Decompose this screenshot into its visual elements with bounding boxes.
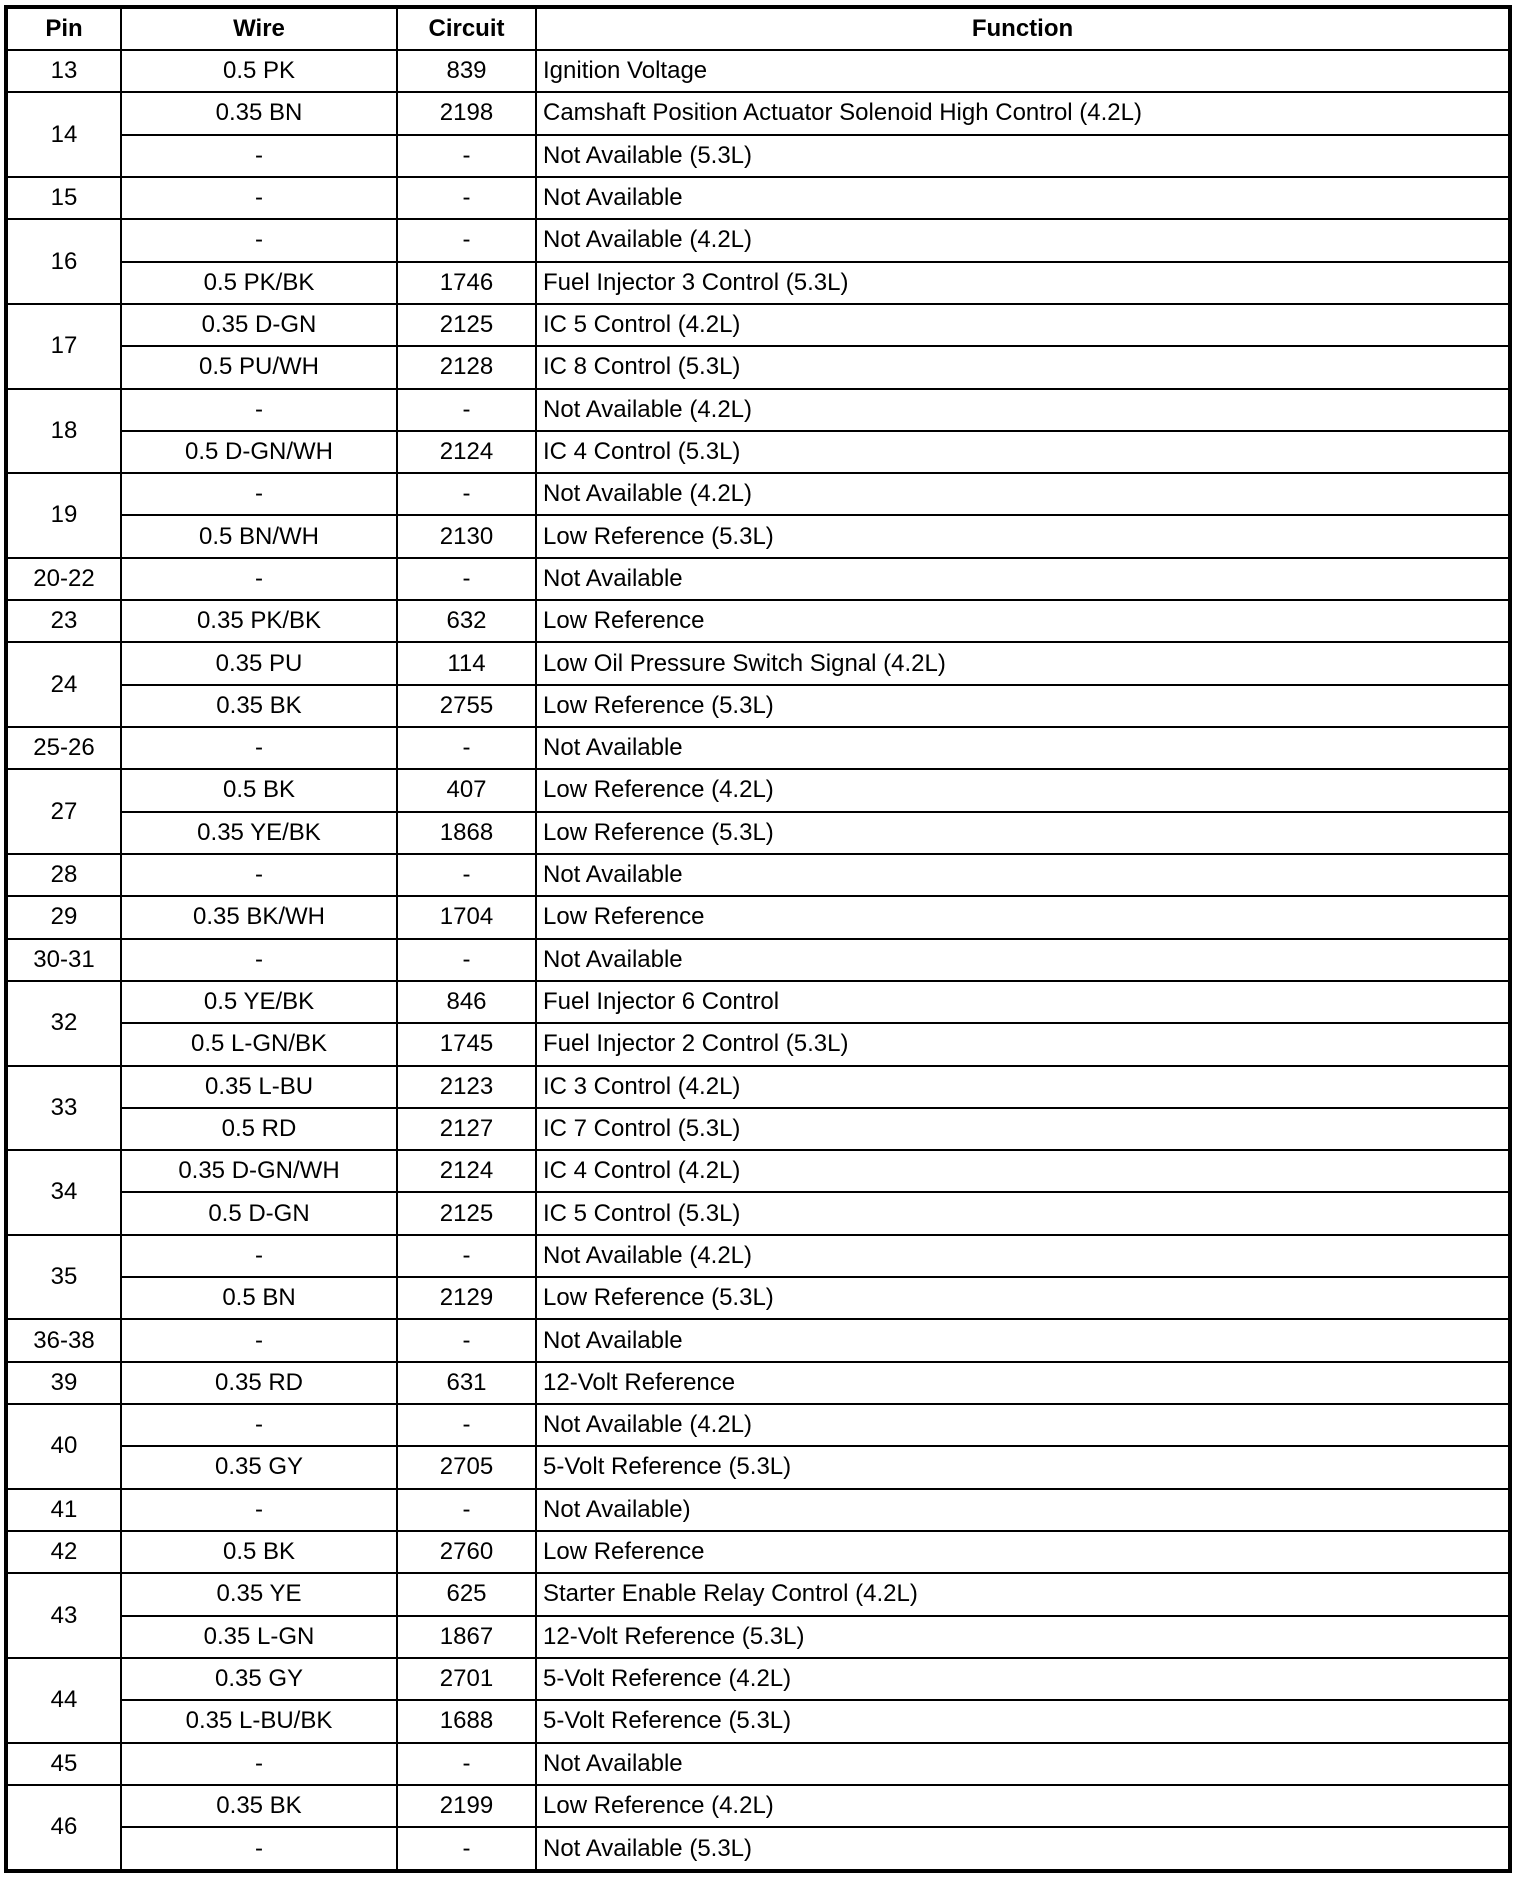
wire-cell: - (121, 727, 397, 769)
wire-cell: 0.35 D-GN/WH (121, 1150, 397, 1192)
pin-cell: 29 (6, 896, 121, 938)
circuit-cell: 2755 (397, 685, 536, 727)
function-cell: IC 7 Control (5.3L) (536, 1108, 1510, 1150)
circuit-cell: 846 (397, 981, 536, 1023)
function-cell: Not Available (4.2L) (536, 219, 1510, 261)
table-row (6, 50, 1510, 92)
circuit-cell: 2130 (397, 515, 536, 557)
pin-cell: 43 (6, 1573, 121, 1658)
wire-cell: 0.5 BN (121, 1277, 397, 1319)
circuit-cell: - (397, 135, 536, 177)
wire-cell: 0.35 BK (121, 1785, 397, 1827)
circuit-cell: - (397, 1827, 536, 1871)
function-cell: Not Available) (536, 1489, 1510, 1531)
wire-cell: 0.5 D-GN (121, 1192, 397, 1234)
table-row (6, 939, 1510, 981)
function-cell: Not Available (536, 1743, 1510, 1785)
function-cell: Not Available (4.2L) (536, 473, 1510, 515)
circuit-cell: - (397, 558, 536, 600)
wire-cell: 0.5 RD (121, 1108, 397, 1150)
pin-cell: 42 (6, 1531, 121, 1573)
pin-cell: 19 (6, 473, 121, 558)
circuit-cell: 2198 (397, 92, 536, 134)
table-row (6, 1108, 1510, 1150)
function-cell: Camshaft Position Actuator Solenoid High Control (4.2L) (536, 92, 1510, 134)
circuit-cell: 2127 (397, 1108, 536, 1150)
function-cell: Not Available (5.3L) (536, 135, 1510, 177)
table-row (6, 727, 1510, 769)
function-cell: Low Reference (536, 896, 1510, 938)
circuit-cell: 2124 (397, 431, 536, 473)
function-cell: Low Reference (5.3L) (536, 1277, 1510, 1319)
table-row (6, 1404, 1510, 1446)
circuit-cell: 625 (397, 1573, 536, 1615)
function-cell: Low Oil Pressure Switch Signal (4.2L) (536, 642, 1510, 684)
circuit-cell: - (397, 389, 536, 431)
circuit-cell: 2701 (397, 1658, 536, 1700)
table-row (6, 1700, 1510, 1742)
circuit-cell: - (397, 177, 536, 219)
circuit-cell: 631 (397, 1362, 536, 1404)
circuit-cell: - (397, 939, 536, 981)
circuit-cell: - (397, 1489, 536, 1531)
pin-cell: 41 (6, 1489, 121, 1531)
wire-cell: 0.5 BK (121, 1531, 397, 1573)
function-cell: Low Reference (5.3L) (536, 515, 1510, 557)
table-row (6, 389, 1510, 431)
circuit-cell: - (397, 1404, 536, 1446)
pin-cell: 28 (6, 854, 121, 896)
circuit-cell: 1688 (397, 1700, 536, 1742)
pin-cell: 32 (6, 981, 121, 1066)
pin-cell: 15 (6, 177, 121, 219)
wire-cell: - (121, 854, 397, 896)
wire-cell: 0.35 PU (121, 642, 397, 684)
function-cell: Fuel Injector 3 Control (5.3L) (536, 262, 1510, 304)
table-row (6, 1362, 1510, 1404)
function-cell: Fuel Injector 6 Control (536, 981, 1510, 1023)
table-row (6, 304, 1510, 346)
table-row (6, 854, 1510, 896)
pin-cell: 14 (6, 92, 121, 177)
pin-cell: 18 (6, 389, 121, 474)
circuit-cell: 2123 (397, 1066, 536, 1108)
function-cell: Not Available (5.3L) (536, 1827, 1510, 1871)
function-cell: IC 4 Control (5.3L) (536, 431, 1510, 473)
wire-cell: - (121, 473, 397, 515)
table-row (6, 177, 1510, 219)
pin-cell: 40 (6, 1404, 121, 1489)
wire-cell: 0.5 L-GN/BK (121, 1023, 397, 1065)
table-row (6, 981, 1510, 1023)
table-row (6, 1235, 1510, 1277)
function-cell: 12-Volt Reference (5.3L) (536, 1616, 1510, 1658)
function-cell: Not Available (4.2L) (536, 1404, 1510, 1446)
table-row (6, 219, 1510, 261)
circuit-cell: - (397, 727, 536, 769)
table-row (6, 1531, 1510, 1573)
table-row (6, 92, 1510, 134)
wire-cell: - (121, 177, 397, 219)
circuit-cell: 2128 (397, 346, 536, 388)
table-row (6, 558, 1510, 600)
pin-cell: 25-26 (6, 727, 121, 769)
table-row (6, 262, 1510, 304)
circuit-cell: - (397, 1319, 536, 1361)
pin-cell: 17 (6, 304, 121, 389)
function-cell: IC 5 Control (4.2L) (536, 304, 1510, 346)
pin-cell: 36-38 (6, 1319, 121, 1361)
wire-cell: 0.35 PK/BK (121, 600, 397, 642)
pinout-table (4, 5, 1512, 1873)
pin-cell: 23 (6, 600, 121, 642)
function-cell: Not Available (536, 1319, 1510, 1361)
pin-cell: 34 (6, 1150, 121, 1235)
header-pin: Pin (6, 7, 121, 50)
pin-cell: 45 (6, 1743, 121, 1785)
wire-cell: 0.35 YE (121, 1573, 397, 1615)
wire-cell: 0.5 YE/BK (121, 981, 397, 1023)
function-cell: Ignition Voltage (536, 50, 1510, 92)
function-cell: 5-Volt Reference (5.3L) (536, 1446, 1510, 1488)
table-row (6, 431, 1510, 473)
table-row (6, 1446, 1510, 1488)
table-row (6, 1573, 1510, 1615)
table-row (6, 600, 1510, 642)
wire-cell: - (121, 1404, 397, 1446)
function-cell: Starter Enable Relay Control (4.2L) (536, 1573, 1510, 1615)
wire-cell: 0.35 D-GN (121, 304, 397, 346)
function-cell: 12-Volt Reference (536, 1362, 1510, 1404)
function-cell: Not Available (536, 939, 1510, 981)
function-cell: IC 8 Control (5.3L) (536, 346, 1510, 388)
pin-cell: 46 (6, 1785, 121, 1871)
pin-cell: 13 (6, 50, 121, 92)
table-row (6, 1192, 1510, 1234)
circuit-cell: 1868 (397, 812, 536, 854)
function-cell: Not Available (4.2L) (536, 1235, 1510, 1277)
wire-cell: - (121, 1743, 397, 1785)
table-row (6, 1743, 1510, 1785)
pin-cell: 30-31 (6, 939, 121, 981)
pin-cell: 20-22 (6, 558, 121, 600)
function-cell: Low Reference (5.3L) (536, 812, 1510, 854)
circuit-cell: 1745 (397, 1023, 536, 1065)
circuit-cell: 2199 (397, 1785, 536, 1827)
wire-cell: 0.35 L-BU/BK (121, 1700, 397, 1742)
wire-cell: 0.35 BN (121, 92, 397, 134)
circuit-cell: - (397, 854, 536, 896)
header-wire: Wire (121, 7, 397, 50)
table-row (6, 515, 1510, 557)
circuit-cell: 407 (397, 769, 536, 811)
circuit-cell: 2129 (397, 1277, 536, 1319)
function-cell: Low Reference (4.2L) (536, 769, 1510, 811)
function-cell: IC 4 Control (4.2L) (536, 1150, 1510, 1192)
table-row (6, 346, 1510, 388)
wire-cell: - (121, 1827, 397, 1871)
pin-cell: 16 (6, 219, 121, 304)
function-cell: Fuel Injector 2 Control (5.3L) (536, 1023, 1510, 1065)
header-function: Function (536, 7, 1510, 50)
circuit-cell: - (397, 1743, 536, 1785)
table-row (6, 1489, 1510, 1531)
table-row (6, 1658, 1510, 1700)
table-row (6, 1150, 1510, 1192)
pin-cell: 44 (6, 1658, 121, 1743)
function-cell: Not Available (536, 177, 1510, 219)
table-row (6, 642, 1510, 684)
circuit-cell: 2125 (397, 1192, 536, 1234)
circuit-cell: 2125 (397, 304, 536, 346)
wire-cell: 0.35 GY (121, 1446, 397, 1488)
header-circuit: Circuit (397, 7, 536, 50)
wire-cell: 0.35 BK/WH (121, 896, 397, 938)
wire-cell: - (121, 939, 397, 981)
table-row (6, 473, 1510, 515)
circuit-cell: 1746 (397, 262, 536, 304)
wire-cell: - (121, 219, 397, 261)
wire-cell: 0.35 YE/BK (121, 812, 397, 854)
wire-cell: - (121, 1319, 397, 1361)
function-cell: 5-Volt Reference (5.3L) (536, 1700, 1510, 1742)
table-row (6, 1785, 1510, 1827)
circuit-cell: 2124 (397, 1150, 536, 1192)
table-row (6, 1066, 1510, 1108)
pin-cell: 24 (6, 642, 121, 727)
table-row (6, 1277, 1510, 1319)
wire-cell: 0.5 PK (121, 50, 397, 92)
wire-cell: - (121, 389, 397, 431)
wire-cell: 0.35 RD (121, 1362, 397, 1404)
function-cell: Not Available (4.2L) (536, 389, 1510, 431)
wire-cell: - (121, 1235, 397, 1277)
table-row (6, 1616, 1510, 1658)
circuit-cell: 2760 (397, 1531, 536, 1573)
pin-cell: 39 (6, 1362, 121, 1404)
function-cell: Low Reference (4.2L) (536, 1785, 1510, 1827)
table-row (6, 1023, 1510, 1065)
wire-cell: - (121, 558, 397, 600)
function-cell: IC 3 Control (4.2L) (536, 1066, 1510, 1108)
wire-cell: 0.5 BN/WH (121, 515, 397, 557)
circuit-cell: - (397, 1235, 536, 1277)
wire-cell: 0.5 BK (121, 769, 397, 811)
function-cell: Not Available (536, 854, 1510, 896)
pin-cell: 33 (6, 1066, 121, 1151)
table-row (6, 1319, 1510, 1361)
table-row (6, 769, 1510, 811)
wire-cell: 0.35 L-GN (121, 1616, 397, 1658)
circuit-cell: 839 (397, 50, 536, 92)
table-row (6, 1827, 1510, 1871)
function-cell: Not Available (536, 558, 1510, 600)
table-row (6, 685, 1510, 727)
table-row (6, 896, 1510, 938)
pin-cell: 35 (6, 1235, 121, 1320)
wire-cell: 0.35 L-BU (121, 1066, 397, 1108)
table-row (6, 812, 1510, 854)
wire-cell: - (121, 1489, 397, 1531)
circuit-cell: 632 (397, 600, 536, 642)
wire-cell: - (121, 135, 397, 177)
wire-cell: 0.35 BK (121, 685, 397, 727)
function-cell: Not Available (536, 727, 1510, 769)
circuit-cell: - (397, 219, 536, 261)
wire-cell: 0.35 GY (121, 1658, 397, 1700)
circuit-cell: 1704 (397, 896, 536, 938)
wire-cell: 0.5 PU/WH (121, 346, 397, 388)
circuit-cell: 1867 (397, 1616, 536, 1658)
circuit-cell: 2705 (397, 1446, 536, 1488)
circuit-cell: - (397, 473, 536, 515)
table-body (6, 50, 1510, 1871)
function-cell: Low Reference (536, 1531, 1510, 1573)
pin-cell: 27 (6, 769, 121, 854)
header-row (6, 7, 1510, 50)
function-cell: 5-Volt Reference (4.2L) (536, 1658, 1510, 1700)
circuit-cell: 114 (397, 642, 536, 684)
table-row (6, 135, 1510, 177)
wire-cell: 0.5 D-GN/WH (121, 431, 397, 473)
wire-cell: 0.5 PK/BK (121, 262, 397, 304)
function-cell: IC 5 Control (5.3L) (536, 1192, 1510, 1234)
function-cell: Low Reference (536, 600, 1510, 642)
function-cell: Low Reference (5.3L) (536, 685, 1510, 727)
